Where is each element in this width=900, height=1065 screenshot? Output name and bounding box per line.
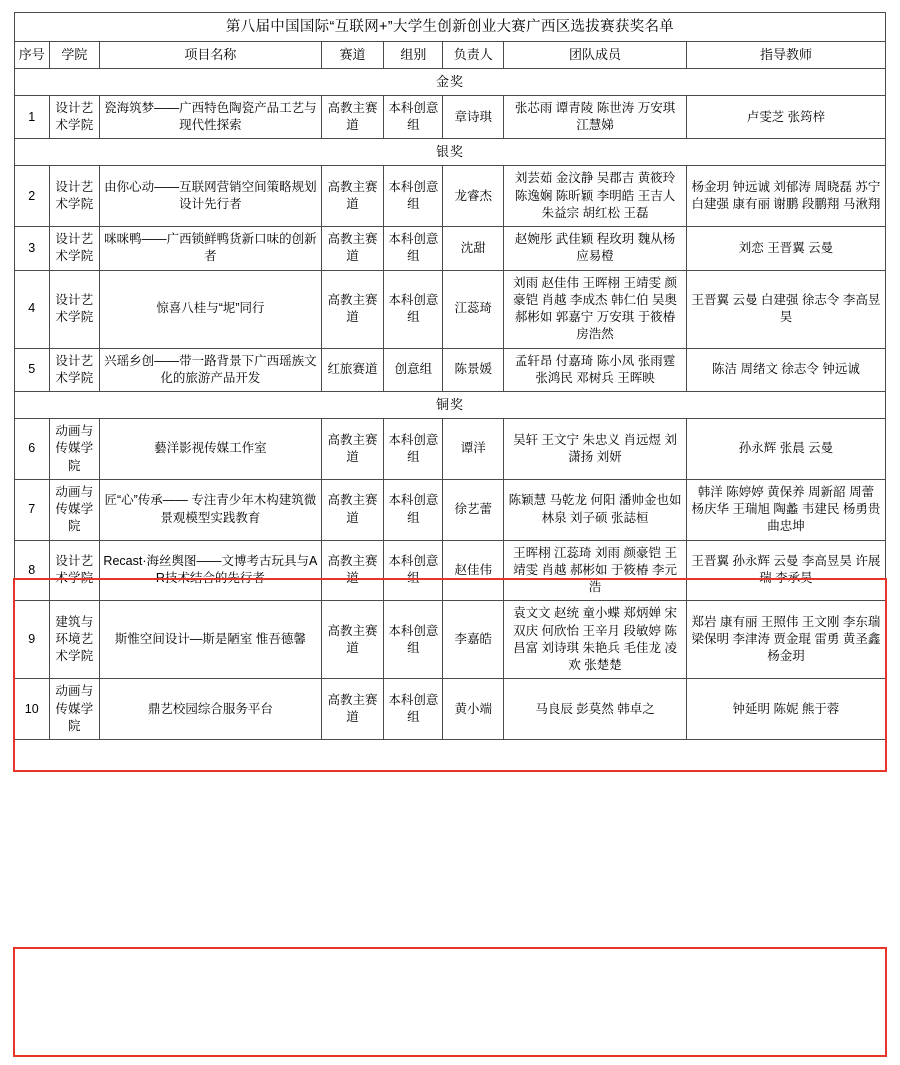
row-college: 设计艺术学院	[49, 227, 100, 271]
section-header-bronze	[15, 392, 886, 419]
highlight-box-row-10	[13, 947, 887, 1057]
row-no: 7	[15, 479, 50, 540]
column-header-group: 组别	[384, 42, 443, 69]
table-row	[15, 227, 886, 271]
column-header-track: 赛道	[321, 42, 384, 69]
row-college: 动画与传媒学院	[49, 479, 100, 540]
row-track: 高教主赛道	[321, 679, 384, 740]
row-teacher: 郑岩 康有丽 王照伟 王文刚 李东瑞 梁保明 李津涛 贾金琨 雷勇 黄圣鑫 杨金玥	[686, 601, 885, 679]
column-header-no: 序号	[15, 42, 50, 69]
table-header-row	[15, 42, 886, 69]
column-header-project: 项目名称	[100, 42, 321, 69]
section-label: 铜奖	[15, 392, 886, 419]
row-team: 王晖栩 江蕊琦 刘雨 颜豪铠 王靖雯 肖越 郝彬如 于筱椿 李元浩	[504, 540, 687, 601]
row-teacher: 王晋翼 孙永辉 云曼 李高昱昊 许展瑞 李承昊	[686, 540, 885, 601]
row-leader: 谭洋	[443, 419, 504, 480]
row-group: 本科创意组	[384, 479, 443, 540]
column-header-college: 学院	[49, 42, 100, 69]
row-group: 本科创意组	[384, 419, 443, 480]
row-college: 建筑与环境艺术学院	[49, 601, 100, 679]
row-track: 高教主赛道	[321, 601, 384, 679]
row-group: 本科创意组	[384, 95, 443, 139]
section-header-gold	[15, 68, 886, 95]
row-no: 4	[15, 270, 50, 348]
row-team: 陈颖慧 马乾龙 何阳 潘帅金也如 林泉 刘子硕 张誌桓	[504, 479, 687, 540]
row-leader: 江蕊琦	[443, 270, 504, 348]
section-label: 银奖	[15, 139, 886, 166]
row-no: 10	[15, 679, 50, 740]
row-team: 袁文文 赵统 童小蝶 郑炳婵 宋双庆 何欣怡 王辛月 段敏婷 陈昌富 刘诗琪 朱艳兵 毛佳龙 凌欢 张楚楚	[504, 601, 687, 679]
row-track: 高教主赛道	[321, 419, 384, 480]
row-track: 高教主赛道	[321, 95, 384, 139]
row-no: 6	[15, 419, 50, 480]
row-teacher: 陈洁 周绪文 徐志令 钟远诚	[686, 348, 885, 392]
row-teacher: 韩洋 陈婷婷 黄保养 周新韶 周蕾 杨庆华 王瑞旭 陶蠡 韦建民 杨勇贵 曲忠坤	[686, 479, 885, 540]
row-project: Recast·海丝舆图——文博考古玩具与AR技术结合的先行者	[100, 540, 321, 601]
row-group: 本科创意组	[384, 227, 443, 271]
table-title-row	[15, 13, 886, 42]
row-leader: 李嘉皓	[443, 601, 504, 679]
row-no: 2	[15, 166, 50, 227]
row-leader: 龙睿杰	[443, 166, 504, 227]
row-team: 赵婉彤 武佳颖 程玫玥 魏从杨 应易橙	[504, 227, 687, 271]
row-no: 1	[15, 95, 50, 139]
row-project: 斯惟空间设计—斯是陋室 惟吾德馨	[100, 601, 321, 679]
row-college: 设计艺术学院	[49, 166, 100, 227]
row-project: 咪咪鸭——广西锁鲜鸭货新口味的创新者	[100, 227, 321, 271]
row-college: 动画与传媒学院	[49, 679, 100, 740]
row-teacher: 孙永辉 张晨 云曼	[686, 419, 885, 480]
row-project: 惊喜八桂与“坭”同行	[100, 270, 321, 348]
column-header-leader: 负责人	[443, 42, 504, 69]
table-row	[15, 540, 886, 601]
table-row	[15, 270, 886, 348]
row-track: 高教主赛道	[321, 479, 384, 540]
row-college: 设计艺术学院	[49, 348, 100, 392]
row-no: 5	[15, 348, 50, 392]
row-college: 设计艺术学院	[49, 95, 100, 139]
row-group: 创意组	[384, 348, 443, 392]
row-college: 动画与传媒学院	[49, 419, 100, 480]
row-team: 刘芸茹 金汶静 吴郡吉 黄筱玲 陈逸娴 陈昕颖 李明皓 王吉人 朱益宗 胡红松 王磊	[504, 166, 687, 227]
row-team: 张芯雨 谭青陵 陈世涛 万安琪 江慧娣	[504, 95, 687, 139]
row-project: 藝洋影视传媒工作室	[100, 419, 321, 480]
award-list-table	[14, 12, 886, 740]
row-leader: 沈甜	[443, 227, 504, 271]
table-row	[15, 166, 886, 227]
table-row	[15, 95, 886, 139]
row-project: 瓷海筑梦——广西特色陶瓷产品工艺与现代性探索	[100, 95, 321, 139]
section-header-silver	[15, 139, 886, 166]
table-row	[15, 348, 886, 392]
row-team: 吴轩 王文宁 朱忠义 肖远煜 刘潇扬 刘妍	[504, 419, 687, 480]
row-team: 马良辰 彭莫然 韩卓之	[504, 679, 687, 740]
row-no: 3	[15, 227, 50, 271]
row-group: 本科创意组	[384, 540, 443, 601]
row-project: 鼎艺校园综合服务平台	[100, 679, 321, 740]
row-teacher: 钟延明 陈妮 熊于蓉	[686, 679, 885, 740]
row-project: 由你心动——互联网营销空间策略规划设计先行者	[100, 166, 321, 227]
row-no: 8	[15, 540, 50, 601]
row-track: 高教主赛道	[321, 540, 384, 601]
row-college: 设计艺术学院	[49, 270, 100, 348]
row-no: 9	[15, 601, 50, 679]
table-row	[15, 601, 886, 679]
row-teacher: 刘恋 王晋翼 云曼	[686, 227, 885, 271]
row-track: 高教主赛道	[321, 270, 384, 348]
row-team: 孟轩昂 付嘉琦 陈小凤 张雨霆 张鸿民 邓树兵 王晖映	[504, 348, 687, 392]
row-leader: 赵佳伟	[443, 540, 504, 601]
row-leader: 黄小端	[443, 679, 504, 740]
row-teacher: 王晋翼 云曼 白建强 徐志令 李高昱昊	[686, 270, 885, 348]
row-group: 本科创意组	[384, 166, 443, 227]
row-project: 匠“心”传承—— 专注青少年木构建筑微景观模型实践教育	[100, 479, 321, 540]
row-group: 本科创意组	[384, 679, 443, 740]
row-group: 本科创意组	[384, 270, 443, 348]
table-row	[15, 679, 886, 740]
row-leader: 章诗琪	[443, 95, 504, 139]
row-track: 红旅赛道	[321, 348, 384, 392]
row-teacher: 杨金玥 钟远诚 刘郁涛 周晓磊 苏宁 白建强 康有丽 谢鹏 段鹏翔 马湫翔	[686, 166, 885, 227]
column-header-team: 团队成员	[504, 42, 687, 69]
row-team: 刘雨 赵佳伟 王晖栩 王靖雯 颜豪铠 肖越 李成杰 韩仁伯 吴奥 郝彬如 郭嘉宁 万安琪 于筱椿 房浩然	[504, 270, 687, 348]
row-track: 高教主赛道	[321, 227, 384, 271]
row-leader: 陈景媛	[443, 348, 504, 392]
row-track: 高教主赛道	[321, 166, 384, 227]
column-header-teacher: 指导教师	[686, 42, 885, 69]
row-college: 设计艺术学院	[49, 540, 100, 601]
row-group: 本科创意组	[384, 601, 443, 679]
table-row	[15, 479, 886, 540]
row-project: 兴瑶乡创——带一路背景下广西瑶族文化的旅游产品开发	[100, 348, 321, 392]
table-row	[15, 419, 886, 480]
section-label: 金奖	[15, 68, 886, 95]
document-title: 第八届中国国际“互联网+”大学生创新创业大赛广西区选拔赛获奖名单	[15, 13, 886, 42]
row-leader: 徐艺蕾	[443, 479, 504, 540]
row-teacher: 卢雯芝 张筠梓	[686, 95, 885, 139]
